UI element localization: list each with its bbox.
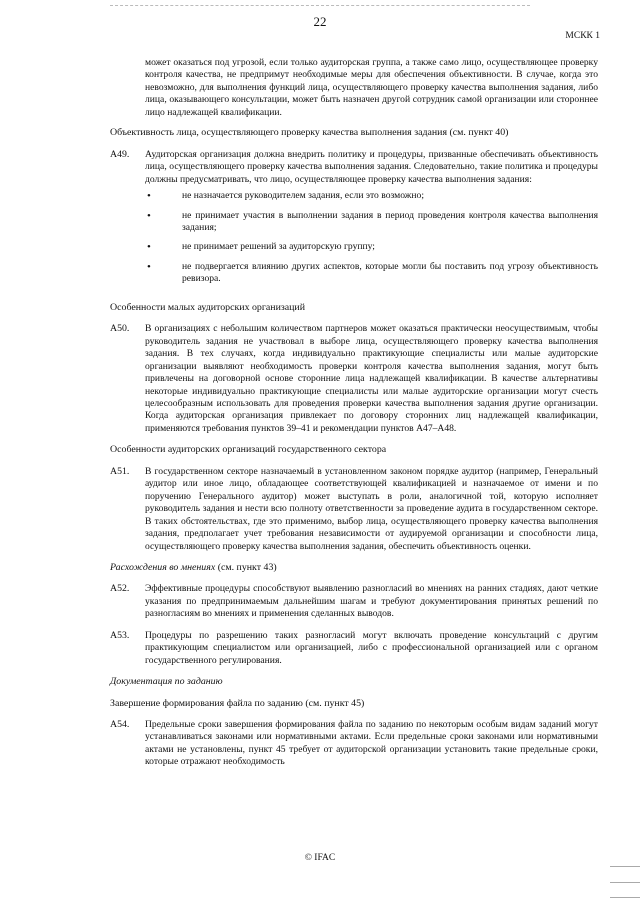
paragraph-a54 bbox=[110, 719, 598, 769]
paragraph-number: A49. bbox=[110, 148, 130, 160]
bullet-icon: • bbox=[147, 241, 151, 254]
bullet-icon: • bbox=[147, 260, 151, 273]
list-item: • не подвергается влиянию других аспектов, которые могли бы поставить под угрозу объективность ревизора. bbox=[147, 260, 598, 285]
section-heading-small-firms: Особенности малых аудиторских организаций bbox=[110, 301, 306, 313]
footer-copyright: © IFAC bbox=[304, 853, 336, 863]
paragraph-a51 bbox=[110, 466, 598, 553]
paragraph-a49 bbox=[110, 149, 598, 293]
top-rule bbox=[110, 5, 530, 6]
paragraph-a50 bbox=[110, 323, 598, 435]
margin-mark bbox=[610, 882, 640, 883]
paragraph-number: A54. bbox=[110, 719, 130, 731]
section-heading-objectivity: Объективность лица, осуществляющего проверку качества выполнения задания (см. пункт 40) bbox=[110, 127, 509, 139]
paragraph-text: Процедуры по разрешению таких разногласий могут включать проведение консультаций с другим практикующим специалистом или организацией, либо с профессиональной организацией или с органом государственного регулирования. bbox=[145, 629, 598, 666]
bullet-icon: • bbox=[147, 209, 151, 222]
document-code: МСКК 1 bbox=[565, 31, 600, 41]
paragraph-a53 bbox=[110, 630, 598, 667]
paragraph-number: A53. bbox=[110, 629, 130, 641]
paragraph-number: A50. bbox=[110, 323, 130, 335]
section-heading-documentation: Документация по заданию bbox=[110, 676, 223, 688]
heading-reference: (см. пункт 43) bbox=[215, 561, 277, 573]
page-body bbox=[110, 57, 598, 778]
margin-mark bbox=[610, 897, 640, 898]
paragraph-text: Эффективные процедуры способствуют выявлению разногласий во мнениях на ранних стадиях, дают четкие указания по предпринимаемым дальнейшим шагам и требуют документирования принятых решений по разногласиям во мнениях и применения сделанных выводов. bbox=[145, 583, 598, 620]
list-item: • не назначается руководителем задания, если это возможно; bbox=[147, 190, 424, 203]
section-heading-differences bbox=[110, 562, 598, 574]
bullet-list bbox=[145, 190, 598, 286]
page-number: 22 bbox=[313, 14, 327, 29]
paragraph-a52 bbox=[110, 583, 598, 620]
paragraph-number: A52. bbox=[110, 583, 130, 595]
paragraph-number: A51. bbox=[110, 465, 130, 477]
paragraph-text: Предельные сроки завершения формирования файла по заданию по некоторым особым видам заданий могут устанавливаться законами или нормативными актами. Если предельные сроки законами или нормативными актами не установлены, пункт 45 требует от аудиторской организации установить такие предельные сроки, которые отражают необходимость bbox=[145, 719, 598, 768]
list-item: • не принимает участия в выполнении задания в период проведения контроля качества выполнения задания; bbox=[147, 209, 598, 233]
paragraph-text: В организациях с небольшим количеством партнеров может оказаться практически неосуществимым, чтобы руководитель задания не участвовал в выборе лица, осуществляющего проверку качества выполнения задания. В тех случаях, когда индивидуально практикующие специалисты или малые аудиторские организации выявляют необходимость проверки контроля качества выполнения задания, могут быть привлечены на договорной основе сторонние лица надлежащей квалификации. В качестве альтернативы некоторые индивидуально практикующие специалисты или малые аудиторские организации могут счесть целесообразным использовать для проведения проверки качества выполнения задания другие организации. Когда аудиторская организация привлекает по договору сторонних лиц надлежащей квалификации, применяются требования пунктов 39–41 и рекомендации пунктов A47–A48. bbox=[145, 323, 598, 434]
paragraph-text: В государственном секторе назначаемый в установленном законом порядке аудитор (например, Генеральный аудитор или иное лицо, обладающее соответствующей квалификацией и назначаемое от имени и по поручению Генерального аудитор) может выступать в роли, аналогичной той, которую исполняет руководитель задания и нести всю полноту ответственности за проведение аудита в государственном секторе. В таких обстоятельствах, где это применимо, выбор лица, осуществляющего проверку качества выполнения задания, предполагает учет требования независимости от аудируемой организации и способности лица, осуществляющего проверку качества выполнения задания, обеспечить объективность оценки. bbox=[145, 465, 598, 552]
list-item: • не принимает решений за аудиторскую группу; bbox=[147, 241, 375, 254]
margin-mark bbox=[610, 866, 640, 867]
continued-paragraph: может оказаться под угрозой, если только аудиторская группа, а также само лицо, осуществляющее проверку контроля качества, не предпримут необходимые меры для обеспечения объективности. В случае, когда это невозможно, для выполнения функций лица, осуществляющего проверку качества выполнения задания, либо лица, оказывающего консультации, может быть назначен другой сотрудник самой организации или стороннее лицо надлежащей квалификации. bbox=[145, 57, 598, 118]
bullet-icon: • bbox=[147, 190, 151, 203]
section-heading-public-sector: Особенности аудиторских организаций государственного сектора bbox=[110, 444, 387, 456]
heading-italic-part: Расхождения во мнениях bbox=[110, 561, 216, 573]
paragraph-text: Аудиторская организация должна внедрить политику и процедуры, призванные обеспечивать объективность лица, осуществляющего проверку качества выполнения задания. Следовательно, такие политика и процедуры должны предусматривать, что лицо, осуществляющее проверку качества выполнения задания: bbox=[145, 148, 598, 185]
subsection-heading-file-assembly: Завершение формирования файла по заданию (см. пункт 45) bbox=[110, 697, 365, 709]
